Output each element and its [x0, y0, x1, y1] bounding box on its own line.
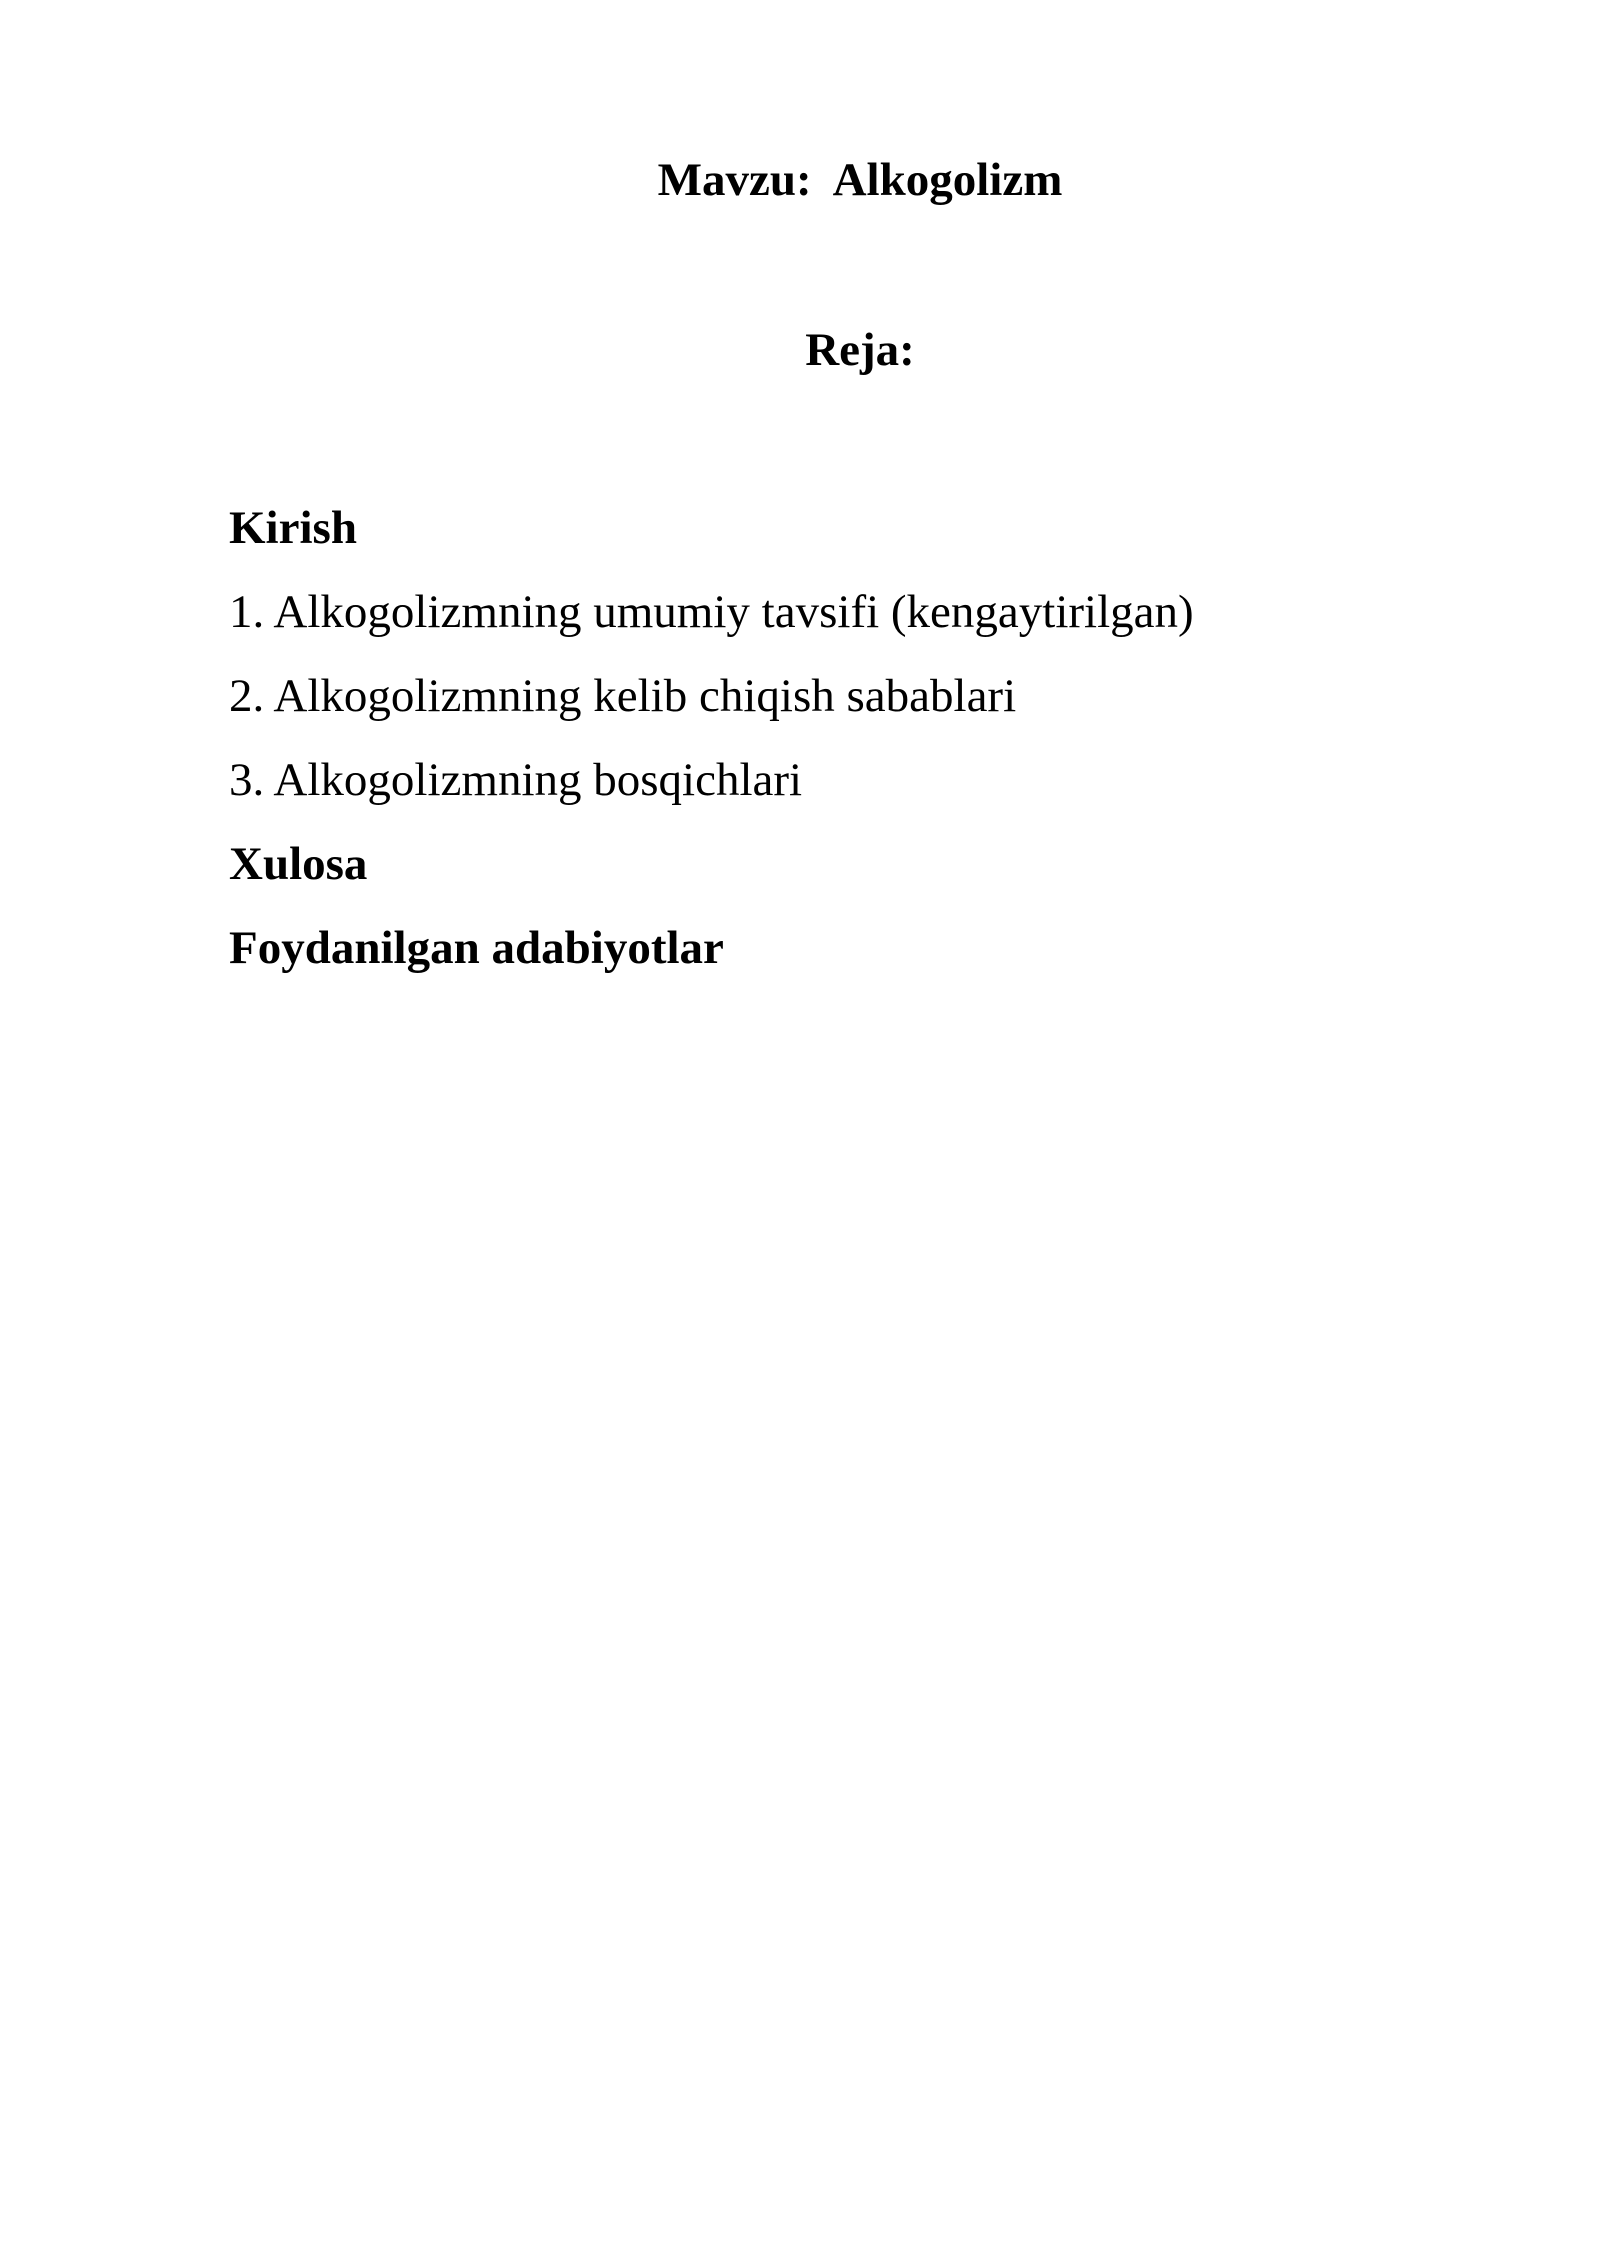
document-title: Mavzu: Alkogolizm — [657, 154, 1063, 206]
plan-item-introduction: Kirish — [229, 502, 357, 554]
plan-item-stages: 3. Alkogolizmning bosqichlari — [229, 754, 803, 806]
plan-heading: Reja: — [805, 324, 915, 376]
plan-item-conclusion: Xulosa — [229, 838, 368, 890]
plan-item-general-description: 1. Alkogolizmning umumiy tavsifi (kengaytirilgan) — [229, 586, 1194, 638]
plan-item-causes: 2. Alkogolizmning kelib chiqish sabablari — [229, 670, 1017, 722]
plan-list — [229, 486, 1529, 990]
plan-item-references: Foydanilgan adabiyotlar — [229, 922, 724, 974]
